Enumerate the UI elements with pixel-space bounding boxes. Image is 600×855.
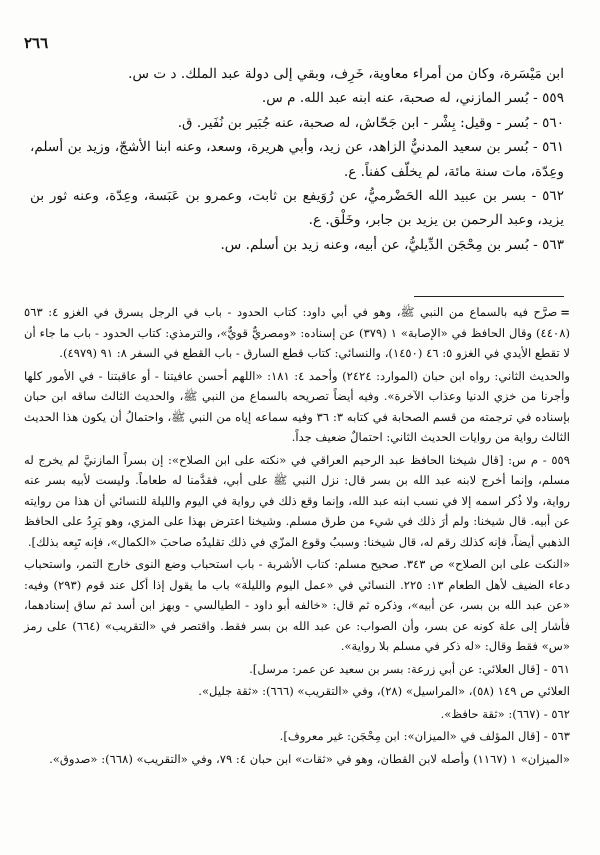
entry-562: ٥٦٢ - بسر بن عبيد الله الحَضْرميُّ، عن رُوَيفع بن ثابت، وعمرو بن عَبَسة، وعِدّة، وعنه ثور بن يزيد، وعبد الرحمن بن يزيد بن جابر، وخَلْق. ع. xyxy=(30,188,564,229)
bullet-icon: = xyxy=(560,305,571,319)
footnote-divider xyxy=(414,296,564,297)
entry-continuation: ابن مَيْسَرة، وكان من أمراء معاوية، خَرِف، وبقي إلى دولة عبد الملك. د ت س. xyxy=(128,66,564,82)
footnote-561-refs: العلائي ص ١٤٩ (٥٨)، «المراسيل» (٢٨)، وفي «التقريب» (٦٦٦): «ثقة جليل». xyxy=(198,684,570,698)
entry-563: ٥٦٣ - بُسر بن مِحْجَن الدِّيليُّ، عن أبيه، وعنه زيد بن أسلم. س. xyxy=(220,236,564,253)
entry-560: ٥٦٠ - بُسر - وقيل: بِشْر - ابن جَحّاش، له صحبة، عنه جُبَير بن نُفَير. ق. xyxy=(177,114,564,131)
footnote-561: ٥٦١ - [قال العلائي: عن أبي زرعة: بسر بن سعيد عن عمر: مرسل]. xyxy=(249,661,570,676)
footnotes xyxy=(24,302,570,771)
entry-561: ٥٦١ - بُسر بن سعيد المدنيُّ الزاهد، عن زيد، وأبي هريرة، وسعد، وعنه ابنا الأشجّ، وزيد بن أسلم، وعِدّة، مات سنة مائة، لم يخلّف كفناً. ع. xyxy=(30,139,564,180)
entry-559: ٥٥٩ - بُسر المازني، له صحبة، عنه ابنه عبد الله. م س. xyxy=(261,90,564,107)
footnote-559-refs: «النكت على ابن الصلاح» ص ٣٤٣. صحيح مسلم: كتاب الأشربة - باب استحباب وضع النوى خارج التمر، واستحباب دعاء الضيف لأهل الطعام ١٣: ٢٢٥. النسائي في «عمل اليوم والليلة» باب ما يقول إذا أكل عند قوم (٢٩٣) وفيه: «عن عبد الله بن بسر، عن أبيه»، وذكره ثم قال: «خالفه أبو داود - الطيالسي - وبهز ابن أسد ثم ساق إسنادهما، فأشار إلى علة كونه عن بسر، وأن الصواب: عن عبد الله بن بسر فقط. واقتصر في «التقريب» (٦٦٤) على رمز «س» فقط وقال: «له ذكر في مسلم بلا رواية». xyxy=(24,557,570,653)
footnote-563: ٥٦٣ - [قال المؤلف في «الميزان»: ابن مِحْجَن: غير معروف]. xyxy=(279,729,570,743)
page-number: ٢٦٦ xyxy=(24,34,49,52)
footnote-559: ٥٥٩ - م س: [قال شيخنا الحافظ عبد الرحيم العراقي في «نكته على ابن الصلاح»: إن بسراً المازنيَّ لم يخرج له مسلم، وإنما أخرج لابنه عبد الله بن بسر قال: نزل النبي ﷺ على أبي، فقدَّمنا له طعاماً. وليست لأبيه بسر عنه رواية، ولا ذُكر اسمه إلا في نسب ابنه عبد الله، وإنما وقع ذلك في رواية في اليوم والليلة للنسائي أن هذا من روايته عن أبيه. قال شيخنا: ولم أرَ ذلك في شيء من طرق مسلم. وشيخنا اعترض بهذا على المزي، وهو يَرِدُ على الحافظ الذهبي أيضاً، فإنه كذلك رقم له، قال شيخنا: وسببُ وقوع المزّي في ذلك تقليدُه صاحبَ «الكمال»، فإنه تَبِعه بذلك]. xyxy=(24,452,570,549)
footnote-continuation: =صرَّح فيه بالسماع من النبي ﷺ، وهو في أبي داود: كتاب الحدود - باب في الرجل يسرق في الغزو ٤: ٥٦٣ (٤٤٠٨) وقال الحافظ في «الإصابة» ١ (٣٧٩) عن إسناده: «ومصريٌّ قويٌّ»، والترمذي: كتاب الحدود - باب ما جاء أن لا تقطع الأيدي في الغزو ٥: ٤٦ (١٤٥٠)، والنسائي: كتاب قطع السارق - باب القطع في السفر ٨: ٩١ (٤٩٧٩). xyxy=(24,305,571,360)
main-text xyxy=(30,62,564,257)
footnote-second-hadith: والحديث الثاني: رواه ابن حبان (الموارد: ٢٤٢٤) وأحمد ٤: ١٨١: «اللهم أحسن عافيتنا - أو عاقبتنا - في الأمور كلها وأجرنا من خزي الدنيا وعذاب الآخرة». وفيه أيضاً تصريحه بالسماع من النبي ﷺ، والحديث الثالث ساقه ابن حبان بإسناده في ترجمته من قسم الصحابة في كتابه ٣: ٣٦ وفيه سماعه إياه من النبي ﷺ، واحتمالُ أن يكون هذا الحديث الثالث رواية من روايات الحديث الثاني: احتمالٌ ضعيف جداً. xyxy=(24,368,571,444)
footnote-563-refs: «الميزان» ١ (١١٦٧) وأصله لابن القطان، وهو في «ثقات» ابن حبان ٤: ٧٩، وفي «التقريب» (٦٦٨): «صدوق». xyxy=(49,751,570,766)
footnote-562: ٥٦٢ - (٦٦٧): «ثقة حافظ». xyxy=(440,706,570,721)
